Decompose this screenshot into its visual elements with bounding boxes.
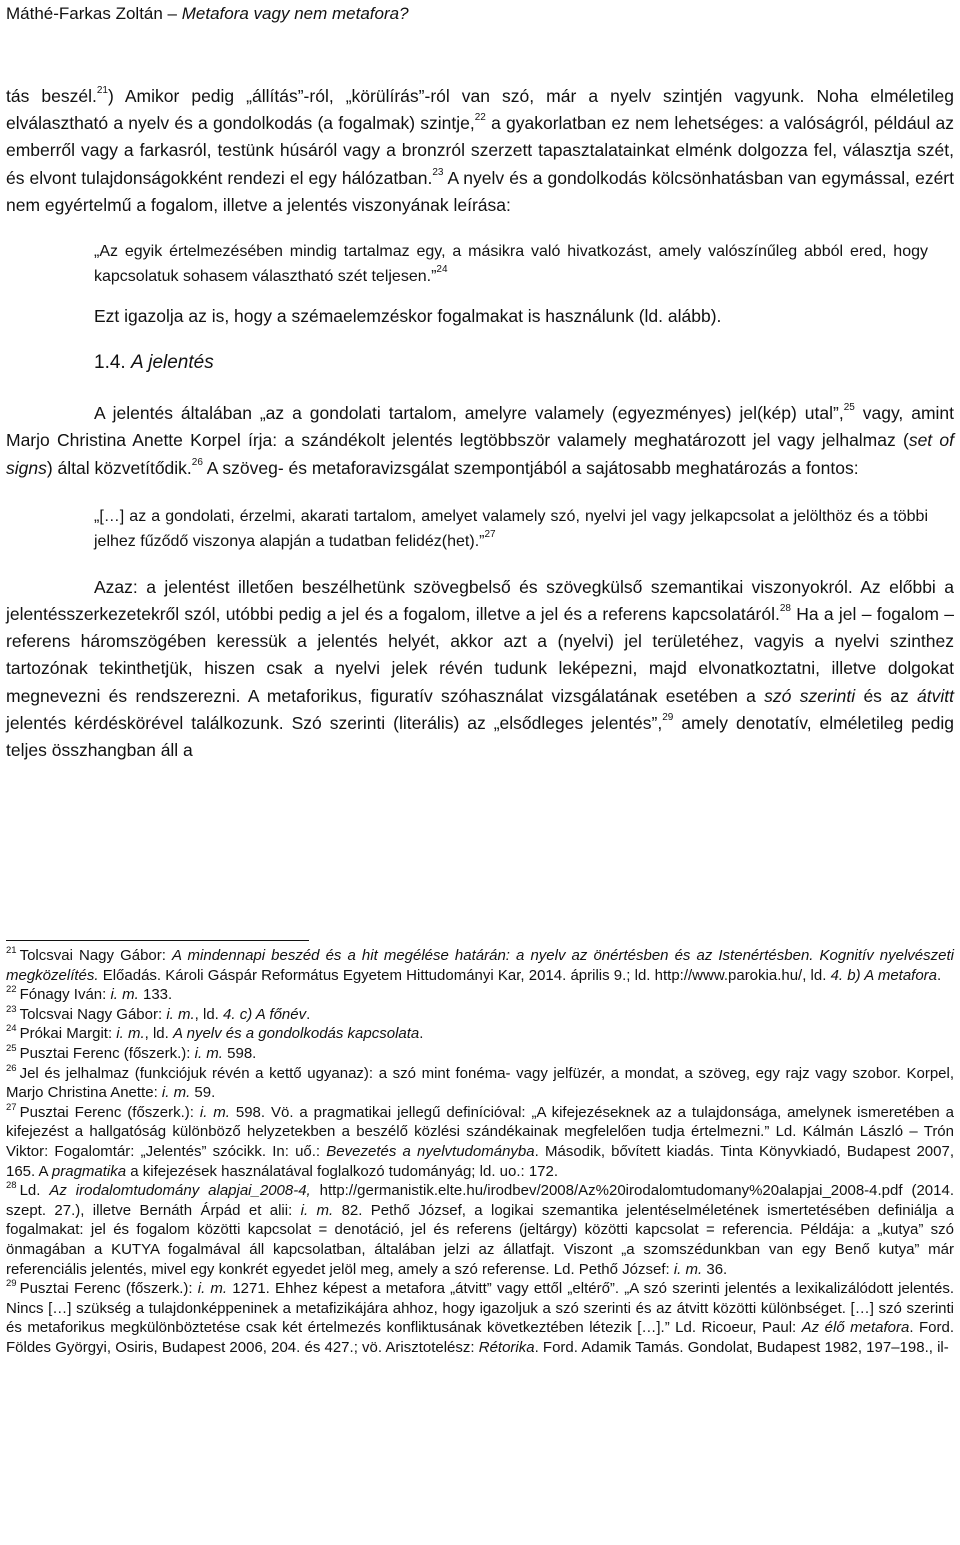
footnote-ref-28[interactable]: 28 (779, 603, 791, 615)
text-span: 598. (222, 1044, 257, 1062)
italic-span: pragmatika (51, 1162, 127, 1180)
footnote-25 (6, 1044, 954, 1064)
italic-span: Az élő metafora (801, 1319, 910, 1337)
footnote-number: 21 (6, 945, 17, 956)
footnote-ref-23[interactable]: 23 (432, 166, 444, 178)
text-span: jelentés kérdéskörével találkozunk. Szó szerinti (literális) az „elsődleges jelentés”, (6, 712, 663, 733)
footnote-number: 25 (6, 1042, 17, 1054)
quote-text: „[…] az a gondolati, érzelmi, akarati tartalom, amelyet valamely szó, nyelvi jel vagy jelkapcsolat a jelölthöz és a többi jelhez fűződő viszonya alapján a tudatban felidéz(het).” (94, 507, 928, 550)
paragraph-1 (6, 83, 954, 219)
header-author: Máthé-Farkas Zoltán – (6, 4, 178, 23)
footnote-number: 28 (6, 1180, 17, 1192)
footnote-number: 24 (6, 1023, 17, 1035)
text-span: . Ford. Adamik Tamás. Gondolat, Budapest 1982, 197–198., il- (534, 1338, 949, 1356)
footnote-number: 27 (6, 1101, 17, 1113)
footnote-ref-29[interactable]: 29 (662, 711, 674, 723)
italic-span: i. m. (161, 1084, 191, 1102)
italic-span: i. m. (673, 1260, 703, 1278)
footnote-ref-25[interactable]: 25 (843, 402, 855, 414)
italic-span: i. m. (116, 1025, 145, 1043)
text-span: , ld. (194, 1005, 224, 1023)
text-span: tás beszél. (6, 86, 97, 106)
text-span: Pusztai Ferenc (főszerk.): (19, 1044, 195, 1062)
text-span: Prókai Margit: (19, 1025, 117, 1043)
text-span: . (937, 966, 942, 984)
text-span: 1271. Ehhez képest a metafora „átvitt” vagy ettől „eltérő”. „A szó szerinti jelentés a lexikalizálódott jelentés. Nincs […] szükség a tulajdonképpeninek a metafizikájára ahhoz, hogy igazoljuk a szó szerinti és az átvitt közötti különbséget. […] szó szerinti és metaforikus megkülönböztetése csak két értelmezés konfliktusának következtében létezik […].” Ld. Ricoeur, Paul: (6, 1280, 954, 1337)
footnote-number: 26 (6, 1062, 17, 1074)
italic-span: i. m. (199, 1103, 230, 1121)
quote-text: „Az egyik értelmezésében mindig tartalmaz egy, a másikra való hivatkozást, amely valószínűleg abból ered, hogy kapcsolatuk sohasem választható szét teljesen.” (94, 243, 928, 286)
text-span: vagy, amint Marjo Christina Anette Korpel írja: a szándékolt jelentés legtöbbször valamely meghatározott jel vagy jelhalmaz ( (6, 403, 955, 451)
text-span: Azaz: a jelentést illetően beszélhetünk szövegbelső és szövegkülső szemantikai viszonyokról. Az előbbi a jelentésszerkezetekről szól, utóbbi pedig a jel és a fogalom, illetve a jel és a referens kapcsolatáról. (6, 576, 954, 625)
italic-span: Az irodalomtudomány alapjai_2008-4, (49, 1182, 311, 1200)
text-span: ) által közvetítődik. (46, 457, 192, 478)
text-span: 133. (138, 986, 173, 1004)
text-span: Pusztai Ferenc (főszerk.): (19, 1280, 198, 1298)
italic-term: set of signs (6, 430, 954, 478)
footnote-number: 23 (6, 1003, 17, 1015)
text-span: , ld. (144, 1025, 173, 1043)
text-span: . (419, 1025, 424, 1043)
text-span: Tolcsvai Nagy Gábor: (19, 947, 173, 964)
main-text (6, 83, 954, 764)
text-span: A szöveg- és metaforavizsgálat szempontjából a sajátosabb meghatározás a fontos: (202, 457, 859, 478)
text-span: Fónagy Iván: (19, 986, 111, 1004)
italic-span: A mindennapi beszéd és a hit megélése határán: a nyelv az önértésben és az Istenértésben. Kognitív nyelvészeti megközelítés. (6, 947, 954, 984)
text-span: 82. Pethő József, a logikai szemantika jelentéselméletének ismertetésében definiálja a fogalmakat: jel és fogalom közötti kapcsolat = denotáció, jel és referens (jeltárgy) közötti kapcsolat = referencia. Példája: a „kutya” szó önmagában a KUTYA fogalmával áll kapcsolatban, általában jelzi az állatfajt. Viszont „a szomszédunkban van egy Benő kutya” már referenciális jelentés, mivel egy konkrét egyedet jelöl meg, amely a szó referense. Ld. Pethő József: (6, 1201, 954, 1278)
italic-span: Rétorika (478, 1338, 535, 1356)
text-span: . Második, bővített kiadás. Tinta Könyvkiadó, Budapest 2007, 165. A (6, 1142, 954, 1180)
footnote-ref-26[interactable]: 26 (191, 456, 203, 468)
italic-span: 4. b) A metafora (830, 966, 938, 984)
text-span: a gyakorlatban ez nem lehetséges: a valóságról, például az emberről vagy a farkasról, testünk húsáról vagy a bronzról szerzett tapasztalatainkat elménk dolgozza fel, választja szét, és elvont tulajdonságokként rendezi el egy hálózatban. (6, 113, 954, 188)
footnote-29 (6, 1279, 954, 1357)
block-quote-2 (94, 504, 928, 554)
text-span: 59. (190, 1084, 216, 1102)
paragraph-3 (6, 400, 954, 482)
italic-span: i. m. (166, 1005, 195, 1023)
text-span: Jel és jelhalmaz (funkciójuk révén a kettő ugyanaz): a szó mint fonéma- vagy jelfüzér, a mondat, a szöveg, egy rajz vagy szobor. Korpel, Marjo Christina Anette: (6, 1064, 954, 1102)
text-span: a kifejezések használatával foglalkozó tudományág; ld. uo.: 172. (126, 1162, 559, 1180)
italic-span: i. m. (197, 1280, 228, 1298)
text-span: . (306, 1005, 311, 1023)
running-header (6, 4, 409, 24)
italic-span: i. m. (300, 1201, 334, 1219)
text-span: Előadás. Károli Gáspár Református Egyetem Hittudományi Kar, 2014. április 9.; ld. http://www.parokia.hu/, ld. (98, 966, 831, 984)
text-span: A jelentés általában „az a gondolati tartalom, amelyre valamely (egyezményes) jel(kép) utal”, (94, 403, 844, 424)
footnote-23 (6, 1005, 954, 1025)
text-span: és az (855, 685, 918, 706)
footnote-separator (6, 940, 309, 941)
footnote-26 (6, 1064, 954, 1103)
text-span: A nyelv és a gondolkodás kölcsönhatásban van egymással, ezért nem egyértelmű a fogalom, illetve a jelentés viszonyának leírása: (6, 167, 954, 215)
block-quote-1 (94, 239, 928, 289)
text-span: Pusztai Ferenc (főszerk.): (19, 1103, 200, 1121)
footnote-22 (6, 985, 954, 1005)
section-title: A jelentés (130, 352, 214, 374)
text-span: ) Amikor pedig „állítás”-ról, „körülírás”-ról van szó, már a nyelv szintjén vagyunk. Noha elméletileg elválasztható a nyelv és a gondolkodás (a fogalmak) szintje, (6, 86, 954, 134)
text-span: Ld. (19, 1182, 50, 1200)
footnote-27 (6, 1103, 954, 1181)
paragraph-4 (6, 574, 954, 764)
text-span: amely denotatív, elméletileg pedig teljes összhangban áll a (6, 712, 954, 761)
italic-span: i. m. (110, 986, 139, 1004)
footnote-21 (6, 946, 954, 985)
footnote-number: 22 (6, 984, 17, 996)
footnote-number: 29 (6, 1278, 17, 1290)
footnote-ref-21[interactable]: 21 (96, 85, 108, 96)
text-span: http://germanistik.elte.hu/irodbev/2008/Az%20irodalomtudomany%20alapjai_2008-4.pdf (2014. szept. 27.), illetve Bernáth Árpád et alii: (6, 1182, 954, 1219)
section-heading (94, 350, 954, 376)
footnote-ref-22[interactable]: 22 (474, 112, 486, 124)
footnote-ref-27[interactable]: 27 (484, 528, 496, 540)
text-span: 36. (702, 1260, 728, 1278)
footnotes (6, 946, 954, 1357)
text-span: 598. Vö. a pragmatikai jellegű definícióval: „A kifejezéseknek az a tulajdonsága, amelynek ismeretében a kifejezést a hallgatóság különböző helyzetekben a beszélő közlési szándékainak megfelelően tudja értelmezni.” Ld. Kálmán László – Trón Viktor: Fogalomtár: „Jelentés” szócikk. In: uő.: (6, 1103, 954, 1160)
text-span: Tolcsvai Nagy Gábor: (19, 1005, 167, 1023)
footnote-28 (6, 1181, 954, 1279)
paragraph-2: Ezt igazolja az is, hogy a szémaelemzéskor fogalmakat is használunk (ld. alább). (94, 306, 722, 327)
header-title: Metafora vagy nem metafora? (181, 4, 409, 23)
italic-term: átvitt (917, 685, 954, 706)
italic-span: A nyelv és a gondolkodás kapcsolata (172, 1025, 420, 1043)
text-span: Ha a jel – fogalom – referens háromszögében keressük a jelentés helyét, akkor azt a (nyelvi) jel területéhez, vagyis a nyelvi szinthez tartozónak tekinthetjük, hiszen csak a nyelvi jelek révén tudunk leképezni, majd elvonatkoztatni, illetve dolgokat megnevezni és rendszerezni. A metaforikus, figuratív szóhasználat vizsgálatának esetében a (6, 604, 954, 706)
italic-term: szó szerinti (764, 685, 856, 706)
section-number: 1.4. (94, 352, 126, 374)
footnote-ref-24[interactable]: 24 (436, 264, 448, 276)
italic-span: i. m. (194, 1044, 223, 1062)
footnote-24 (6, 1024, 954, 1044)
text-span: . Ford. Földes Györgyi, Osiris, Budapest 2006, 204. és 427.; vö. Arisztotelész: (6, 1319, 954, 1356)
italic-span: Bevezetés a nyelvtudományba (326, 1142, 535, 1160)
italic-span: 4. c) A főnév (223, 1005, 307, 1023)
